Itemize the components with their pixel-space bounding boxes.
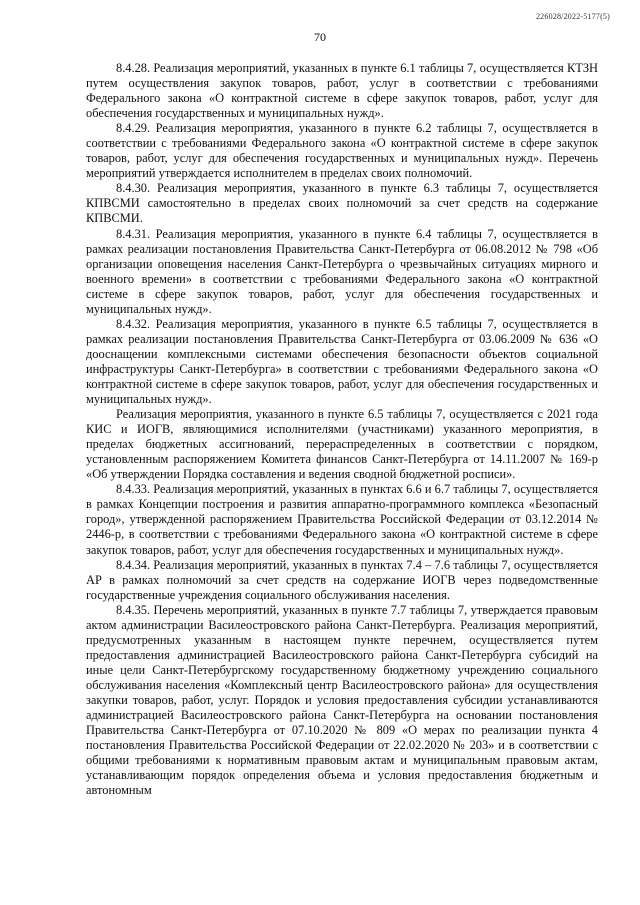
paragraph-8-4-35: 8.4.35. Перечень мероприятий, указанных в пункте 7.7 таблицы 7, утверждается правовым актом администрации Василеостровского района Санкт-Петербурга. Реализация мероприятий, предусмотренных указанным в настоящем пункте перечнем, осуществляется путем предоставления администрацией Василеостровского района Санкт-Петербурга субсидий на иные цели Санкт-Петербургскому государственному бюджетному учреждению социального обслуживания населения «Комплексный центр Василеостровского района» для осуществления закупки товаров, работ, услуг. Порядок и условия предоставления субсидии устанавливаются администрацией Василеостровского района Санкт-Петербурга на основании постановления Правительства Санкт-Петербурга от 07.10.2020 № 809 «О мерах по реализации пункта 4 постановления Правительства Российской Федерации от 22.02.2020 № 203» и в соответствии с общими требованиями к нормативным правовым актам и муниципальным правовым актам, устанавливающим порядок определения объема и условия предоставления бюджетным и автономным (86, 602, 598, 798)
document-body (86, 61, 598, 798)
paragraph-8-4-34: 8.4.34. Реализация мероприятий, указанных в пунктах 7.4 – 7.6 таблицы 7, осуществляется АР в рамках полномочий за счет средств на содержание ИОГВ через подведомственные государственные учреждения социального обслуживания населения. (86, 557, 598, 602)
document-registration-number: 226028/2022-5177(5) (535, 12, 610, 21)
paragraph-8-4-28: 8.4.28. Реализация мероприятий, указанных в пункте 6.1 таблицы 7, осуществляется КТЗН путем осуществления закупок товаров, работ, услуг в соответствии с требованиями Федерального закона «О контрактной системе в сфере закупок товаров, работ, услуг для обеспечения государственных и муниципальных нужд». (86, 61, 598, 121)
page-number: 70 (314, 30, 326, 44)
paragraph-8-4-30: 8.4.30. Реализация мероприятия, указанного в пункте 6.3 таблицы 7, осуществляется КПВСМИ самостоятельно в пределах своих полномочий за счет средств на содержание КПВСМИ. (86, 181, 598, 226)
paragraph-8-4-32: 8.4.32. Реализация мероприятия, указанного в пункте 6.5 таблицы 7, осуществляется в рамках реализации постановления Правительства Санкт-Петербурга от 03.06.2009 № 636 «О дооснащении комплексными системами обеспечения безопасности объектов социальной инфраструктуры Санкт-Петербурга» в соответствии с требованиями Федерального закона «О контрактной системе в сфере закупок товаров, работ, услуг для обеспечения государственных и муниципальных нужд». (86, 316, 598, 407)
paragraph-8-4-32-continued: Реализация мероприятия, указанного в пункте 6.5 таблицы 7, осуществляется с 2021 года КИС и ИОГВ, являющимися исполнителями (участниками) указанного мероприятия, в пределах бюджетных ассигнований, перераспределенных в соответствии с порядком, установленным распоряжением Комитета финансов Санкт-Петербурга от 14.11.2007 № 169-р «Об утверждении Порядка составления и ведения сводной бюджетной росписи». (86, 407, 598, 482)
paragraph-8-4-29: 8.4.29. Реализация мероприятия, указанного в пункте 6.2 таблицы 7, осуществляется в соответствии с требованиями Федерального закона «О контрактной системе в сфере закупок товаров, работ, услуг для обеспечения государственных и муниципальных нужд». Перечень мероприятий утверждается исполнителем в пределах своих полномочий. (86, 121, 598, 181)
paragraph-8-4-31: 8.4.31. Реализация мероприятия, указанного в пункте 6.4 таблицы 7, осуществляется в рамках реализации постановления Правительства Санкт-Петербурга от 06.08.2012 № 798 «Об организации оповещения населения Санкт-Петербурга о чрезвычайных ситуациях мирного и военного времени» в соответствии с требованиями Федерального закона «О контрактной системе в сфере закупок товаров, работ, услуг для обеспечения государственных и муниципальных нужд». (86, 226, 598, 316)
paragraph-8-4-33: 8.4.33. Реализация мероприятий, указанных в пунктах 6.6 и 6.7 таблицы 7, осуществляется в рамках Концепции построения и развития аппаратно-программного комплекса «Безопасный город», утвержденной распоряжением Правительства Российской Федерации от 03.12.2014 № 2446-р, в соответствии с требованиями Федерального закона «О контрактной системе в сфере закупок товаров, работ, услуг для обеспечения государственных и муниципальных нужд». (86, 482, 598, 557)
